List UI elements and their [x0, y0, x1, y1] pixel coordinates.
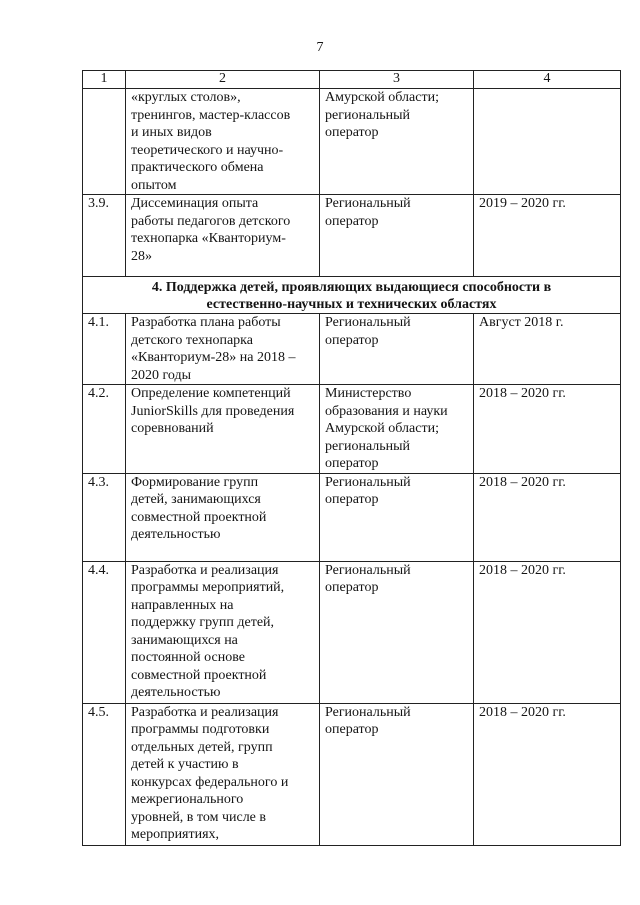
activity-cell-line: соревнований: [131, 421, 214, 436]
activity-cell-line: 28»: [131, 248, 152, 264]
responsible-cell-line: Региональный: [325, 315, 411, 330]
table-row: [83, 195, 621, 277]
responsible-cell-line: Региональный: [325, 474, 411, 490]
activity-cell-line: совместной проектной: [131, 509, 267, 525]
responsible-cell-line: Региональный: [325, 704, 411, 720]
column-header: 4: [474, 71, 621, 89]
period-cell-text: 2018 – 2020 гг.: [479, 386, 566, 401]
activity-cell-line: Разработка плана работы: [131, 315, 281, 330]
activity-cell-line: тренингов, мастер-классов: [131, 107, 291, 123]
activity-cell: [126, 195, 320, 277]
responsible-cell-line: оператор: [325, 125, 379, 140]
period-cell: [474, 89, 621, 195]
section-heading: [83, 277, 621, 314]
table-row: [83, 703, 621, 845]
responsible-cell-line: Региональный: [325, 196, 411, 211]
responsible-cell-line: образования и науки: [325, 403, 448, 419]
responsible-cell-line: оператор: [325, 332, 379, 348]
activity-cell: [126, 473, 320, 561]
row-number-text: 4.3.: [88, 474, 109, 490]
responsible-cell: [320, 195, 474, 277]
table-body-after: [83, 314, 621, 846]
responsible-cell-line: региональный: [325, 107, 411, 123]
activity-cell-line: уровней, в том числе в: [131, 809, 267, 825]
activity-cell: [126, 703, 320, 845]
plan-table: [82, 70, 621, 846]
activity-cell-line: 2020 годы: [131, 367, 192, 383]
period-cell: [474, 314, 621, 385]
activity-cell-line: деятельностью: [131, 685, 221, 700]
activity-cell-line: Определение компетенций: [131, 386, 291, 401]
responsible-cell: [320, 473, 474, 561]
activity-cell-line: опытом: [131, 177, 177, 193]
responsible-cell-line: Министерство: [325, 386, 412, 401]
activity-cell-line: Формирование групп: [131, 474, 259, 490]
column-header: 3: [320, 71, 474, 89]
responsible-cell-line: оператор: [325, 456, 379, 471]
responsible-cell: [320, 314, 474, 385]
row-number-text: 4.2.: [88, 386, 109, 401]
row-number: [83, 195, 126, 277]
section-heading-line: 4. Поддержка детей, проявляющих выдающиеся способности в: [151, 280, 552, 295]
responsible-cell-line: Региональный: [325, 562, 411, 578]
responsible-cell-line: оператор: [325, 492, 379, 507]
responsible-cell: [320, 89, 474, 195]
period-cell: [474, 703, 621, 845]
row-number: [83, 314, 126, 385]
section-heading-row: [83, 277, 621, 314]
table-body-before: [83, 89, 621, 277]
period-cell-text: 2018 – 2020 гг.: [479, 474, 566, 490]
table-row: [83, 314, 621, 385]
responsible-cell: [320, 561, 474, 703]
responsible-cell-line: региональный: [325, 438, 411, 454]
activity-cell-line: «круглых столов»,: [131, 90, 241, 105]
activity-cell-line: деятельностью: [131, 527, 221, 542]
activity-cell-line: детей к участию в: [131, 757, 239, 772]
period-cell-text: Август 2018 г.: [479, 315, 564, 330]
period-cell: [474, 561, 621, 703]
row-number: [83, 561, 126, 703]
activity-cell-line: программы подготовки: [131, 722, 270, 737]
row-number-text: 4.4.: [88, 562, 109, 578]
table-row: [83, 89, 621, 195]
activity-cell-line: теоретического и научно-: [131, 142, 284, 158]
responsible-cell-line: Амурской области;: [325, 90, 439, 105]
activity-cell-line: программы мероприятий,: [131, 580, 285, 595]
responsible-cell: [320, 385, 474, 474]
activity-cell: [126, 314, 320, 385]
activity-cell-line: отдельных детей, групп: [131, 739, 273, 755]
activity-cell: [126, 89, 320, 195]
table-header-row: [83, 71, 621, 89]
period-cell-text: 2019 – 2020 гг.: [479, 196, 566, 211]
activity-cell-line: совместной проектной: [131, 667, 267, 683]
responsible-cell-line: Амурской области;: [325, 421, 439, 436]
table-row: [83, 385, 621, 474]
activity-cell-line: направленных на: [131, 597, 234, 613]
activity-cell-line: работы педагогов детского: [131, 213, 291, 229]
activity-cell-line: JuniorSkills для проведения: [131, 403, 295, 419]
activity-cell-line: Диссеминация опыта: [131, 196, 259, 211]
row-number: [83, 89, 126, 195]
activity-cell: [126, 561, 320, 703]
activity-cell-line: практического обмена: [131, 160, 264, 175]
activity-cell-line: занимающихся на: [131, 632, 238, 648]
column-header: 1: [83, 71, 126, 89]
responsible-cell: [320, 703, 474, 845]
activity-cell-line: конкурсах федерального и: [131, 774, 289, 790]
row-number: [83, 473, 126, 561]
activity-cell-line: Разработка и реализация: [131, 704, 279, 720]
activity-cell-line: «Кванториум-28» на 2018 –: [131, 350, 296, 365]
responsible-cell-line: оператор: [325, 580, 379, 595]
row-number-text: 4.5.: [88, 704, 109, 720]
row-number: [83, 385, 126, 474]
period-cell-text: 2018 – 2020 гг.: [479, 562, 566, 578]
period-cell: [474, 195, 621, 277]
activity-cell-line: технопарка «Кванториум-: [131, 231, 286, 246]
column-header: 2: [126, 71, 320, 89]
responsible-cell-line: оператор: [325, 213, 379, 229]
row-number-text: 4.1.: [88, 315, 109, 330]
period-cell: [474, 473, 621, 561]
row-number-text: 3.9.: [88, 196, 109, 211]
activity-cell-line: мероприятиях,: [131, 827, 220, 842]
activity-cell-line: и иных видов: [131, 125, 212, 140]
table-row: [83, 473, 621, 561]
table-row: [83, 561, 621, 703]
period-cell-text: 2018 – 2020 гг.: [479, 704, 566, 720]
activity-cell-line: Разработка и реализация: [131, 562, 279, 578]
activity-cell-line: детей, занимающихся: [131, 492, 261, 507]
page-number: 7: [316, 40, 324, 55]
period-cell: [474, 385, 621, 474]
activity-cell-line: детского технопарка: [131, 332, 253, 348]
section-heading-line: естественно-научных и технических областях: [206, 297, 497, 312]
activity-cell: [126, 385, 320, 474]
responsible-cell-line: оператор: [325, 722, 379, 737]
activity-cell-line: межрегионального: [131, 792, 244, 807]
row-number: [83, 703, 126, 845]
activity-cell-line: поддержку групп детей,: [131, 615, 275, 630]
activity-cell-line: постоянной основе: [131, 650, 245, 665]
